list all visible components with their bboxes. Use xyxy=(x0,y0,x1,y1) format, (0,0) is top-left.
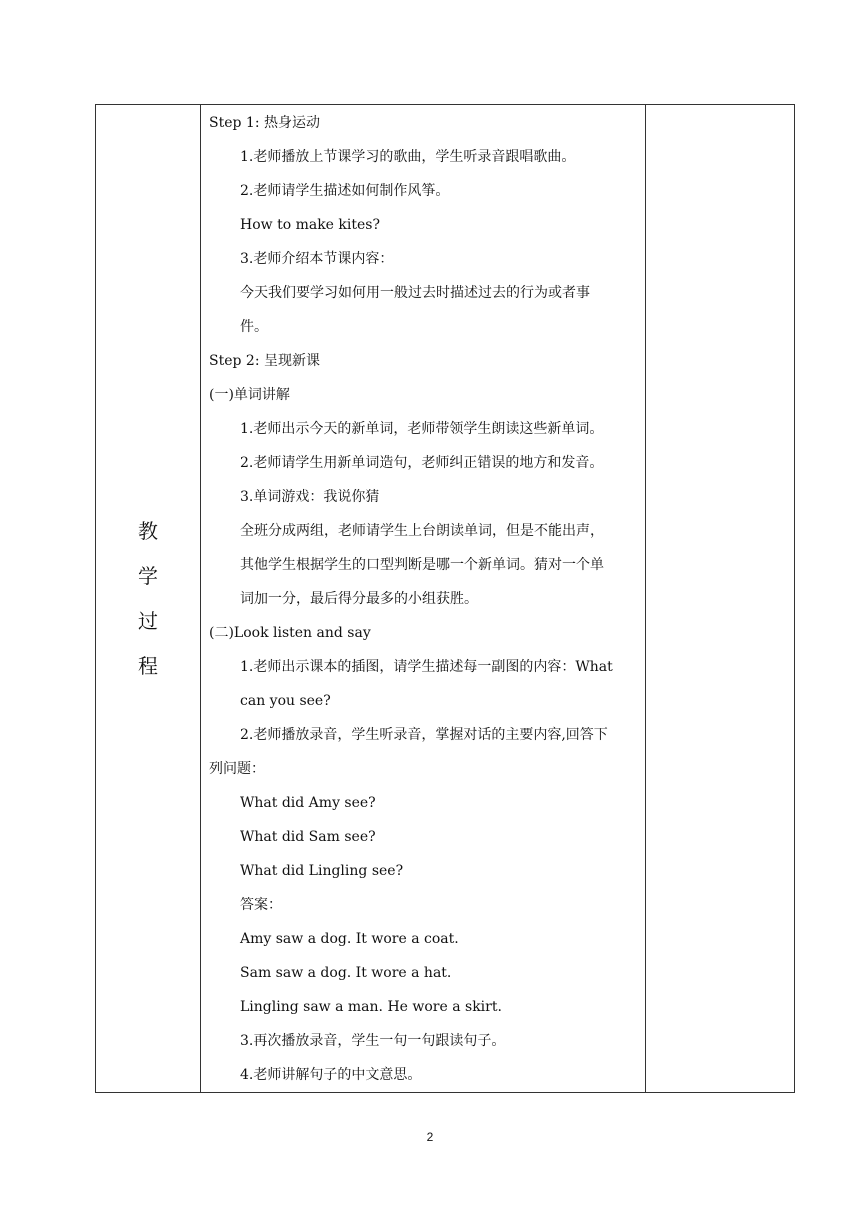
content-line: 今天我们要学习如何用一般过去时描述过去的行为或者事 xyxy=(240,285,590,301)
page-number: 2 xyxy=(426,1130,434,1144)
content-line: 全班分成两组，老师请学生上台朗读单词，但是不能出声， xyxy=(240,523,604,539)
content-line: What did Amy see? xyxy=(240,795,376,811)
content-line: (二)Look listen and say xyxy=(209,625,371,641)
table-row xyxy=(96,105,795,1093)
content-line: 件。 xyxy=(240,319,268,335)
lesson-content xyxy=(201,105,645,1092)
section-label-char: 过 xyxy=(138,608,158,633)
content-line: How to make kites? xyxy=(240,217,380,233)
content-line: 1.老师出示课本的插图，请学生描述每一副图的内容：What xyxy=(240,659,613,675)
content-line: 1.老师出示今天的新单词，老师带领学生朗读这些新单词。 xyxy=(240,421,604,437)
content-line: Sam saw a dog. It wore a hat. xyxy=(240,965,452,981)
content-line: Lingling saw a man. He wore a skirt. xyxy=(240,999,502,1015)
section-label-char: 教 xyxy=(138,518,158,543)
notes-cell xyxy=(646,105,795,1093)
section-label-char: 学 xyxy=(138,563,158,588)
content-line: Amy saw a dog. It wore a coat. xyxy=(240,931,459,947)
content-line: 2.老师播放录音，学生听录音，掌握对话的主要内容,回答下 xyxy=(240,727,608,743)
section-label-cell xyxy=(96,105,201,1093)
content-line: What did Sam see? xyxy=(240,829,376,845)
content-line: 3.再次播放录音，学生一句一句跟读句子。 xyxy=(240,1033,506,1049)
content-line: What did Lingling see? xyxy=(240,863,404,879)
content-line: Step 1: 热身运动 xyxy=(209,115,320,131)
content-line: 2.老师请学生用新单词造句，老师纠正错误的地方和发音。 xyxy=(240,455,604,471)
content-line: 其他学生根据学生的口型判断是哪一个新单词。猜对一个单 xyxy=(240,557,604,573)
content-line: (一)单词讲解 xyxy=(209,387,290,403)
content-line: 1.老师播放上节课学习的歌曲，学生听录音跟唱歌曲。 xyxy=(240,149,576,165)
content-line: 3.单词游戏：我说你猜 xyxy=(240,489,380,505)
content-line: 答案： xyxy=(240,897,282,913)
content-line: 3.老师介绍本节课内容： xyxy=(240,251,394,267)
lesson-plan-table xyxy=(95,104,795,1093)
content-line: 列问题： xyxy=(209,761,265,777)
content-line: Step 2: 呈现新课 xyxy=(209,353,320,369)
content-cell xyxy=(201,105,646,1093)
section-label-char: 程 xyxy=(138,653,158,678)
content-line: 词加一分，最后得分最多的小组获胜。 xyxy=(240,591,478,607)
content-line: 4.老师讲解句子的中文意思。 xyxy=(240,1067,422,1083)
content-line: 2.老师请学生描述如何制作风筝。 xyxy=(240,183,450,199)
content-line: can you see? xyxy=(240,693,331,709)
